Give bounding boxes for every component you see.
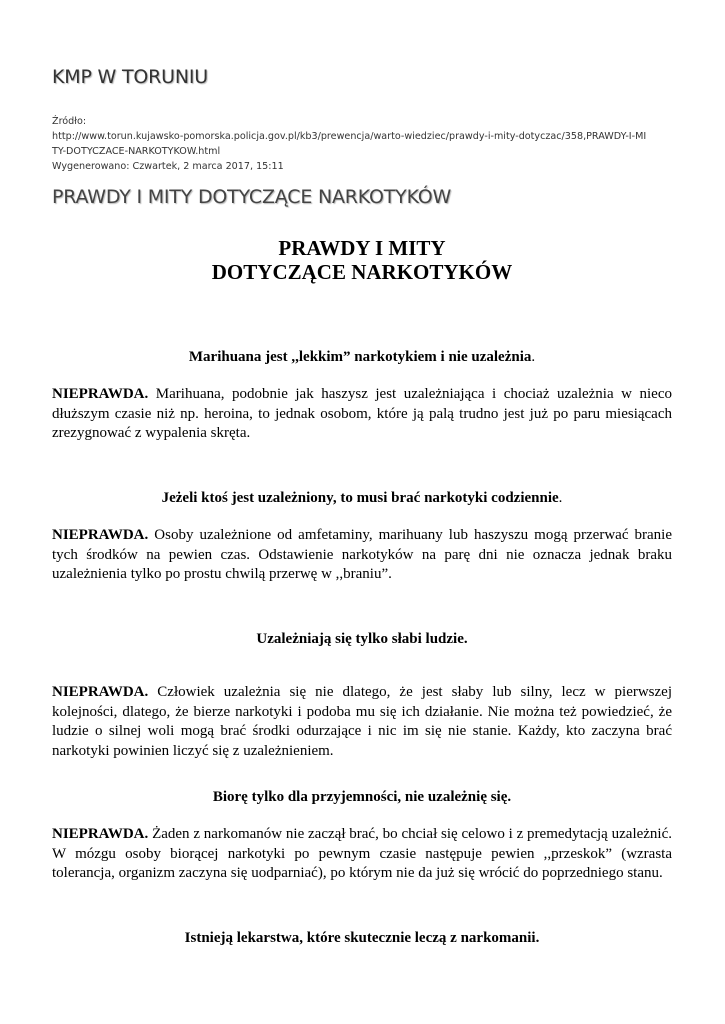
question-2-tail: . [558, 490, 563, 506]
question-5-text: Istnieją lekarstwa, które skutecznie leczą z narkomanii. [184, 930, 540, 946]
main-heading-line2: DOTYCZĄCE NARKOTYKÓW [211, 260, 513, 284]
question-1 [52, 349, 672, 366]
verdict-3: NIEPRAWDA. [52, 684, 149, 700]
question-3 [52, 631, 672, 648]
verdict-2: NIEPRAWDA. [52, 527, 149, 543]
question-2 [52, 490, 672, 507]
source-info [52, 114, 677, 174]
verdict-1: NIEPRAWDA. [52, 386, 149, 402]
answer-4 [52, 825, 672, 884]
question-2-text: Jeżeli ktoś jest uzależniony, to musi brać narkotyki codziennie [161, 490, 559, 506]
main-heading [52, 236, 672, 284]
question-4 [52, 789, 672, 806]
question-1-tail: . [531, 349, 536, 365]
article-title: PRAWDY I MITY DOTYCZĄCE NARKOTYKÓW [52, 186, 452, 208]
verdict-4: NIEPRAWDA. [52, 826, 149, 842]
answer-2-text: Osoby uzależnione od amfetaminy, marihuany lub haszyszu mogą przerwać branie tych środków na pewien czas. Odstawienie narkotyków na parę dni nie oznacza jednak braku uzależnienia tylko po prostu chwilą przerwę w ,,braniu”. [52, 527, 672, 582]
question-3-text: Uzależniają się tylko słabi ludzie. [256, 631, 468, 647]
answer-3 [52, 683, 672, 761]
answer-1-text: Marihuana, podobnie jak haszysz jest uzależniająca i chociaż uzależnia w nieco dłuższym czasie niż np. heroina, to jednak osobom, które ją palą trudno jest już po paru miesiącach zrezygnować z wypalenia skręta. [52, 386, 672, 441]
answer-2 [52, 526, 672, 585]
question-1-text: Marihuana jest ,,lekkim” narkotykiem i nie uzależnia [188, 349, 532, 365]
source-url-line1: http://www.torun.kujawsko-pomorska.policja.gov.pl/kb3/prewencja/warto-wiedziec/prawdy-i-mity-dotyczac/358,PRAWDY-I-MI [52, 131, 647, 142]
main-heading-line1: PRAWDY I MITY [278, 236, 446, 260]
site-title: KMP W TORUNIU [52, 66, 208, 88]
generated-date: Wygenerowano: Czwartek, 2 marca 2017, 15:11 [52, 161, 284, 172]
answer-3-text: Człowiek uzależnia się nie dlatego, że jest słaby lub silny, lecz w pierwszej kolejności, dlatego, że bierze narkotyki i podoba mu się ich działanie. Nie można też powiedzieć, że ludzie o silnej woli mogą brać środki odurzające i nic im się nie stanie. Każdy, kto zaczyna brać narkotyki powinien liczyć się z uzależnieniem. [52, 684, 672, 759]
source-label: Źródło: [52, 116, 87, 127]
source-url-line2: TY-DOTYCZACE-NARKOTYKOW.html [52, 146, 221, 157]
answer-1 [52, 385, 672, 444]
question-5 [52, 930, 672, 947]
answer-4-text: Żaden z narkomanów nie zaczął brać, bo chciał się celowo i z premedytacją uzależnić. W mózgu osoby biorącej narkotyki po pewnym czasie następuje pewien ,,przeskok” (wzrasta tolerancja, organizm zaczyna się uodparniać), po którym nie da już się wrócić do poprzedniego stanu. [52, 826, 672, 881]
question-4-text: Biorę tylko dla przyjemności, nie uzależnię się. [212, 789, 512, 805]
